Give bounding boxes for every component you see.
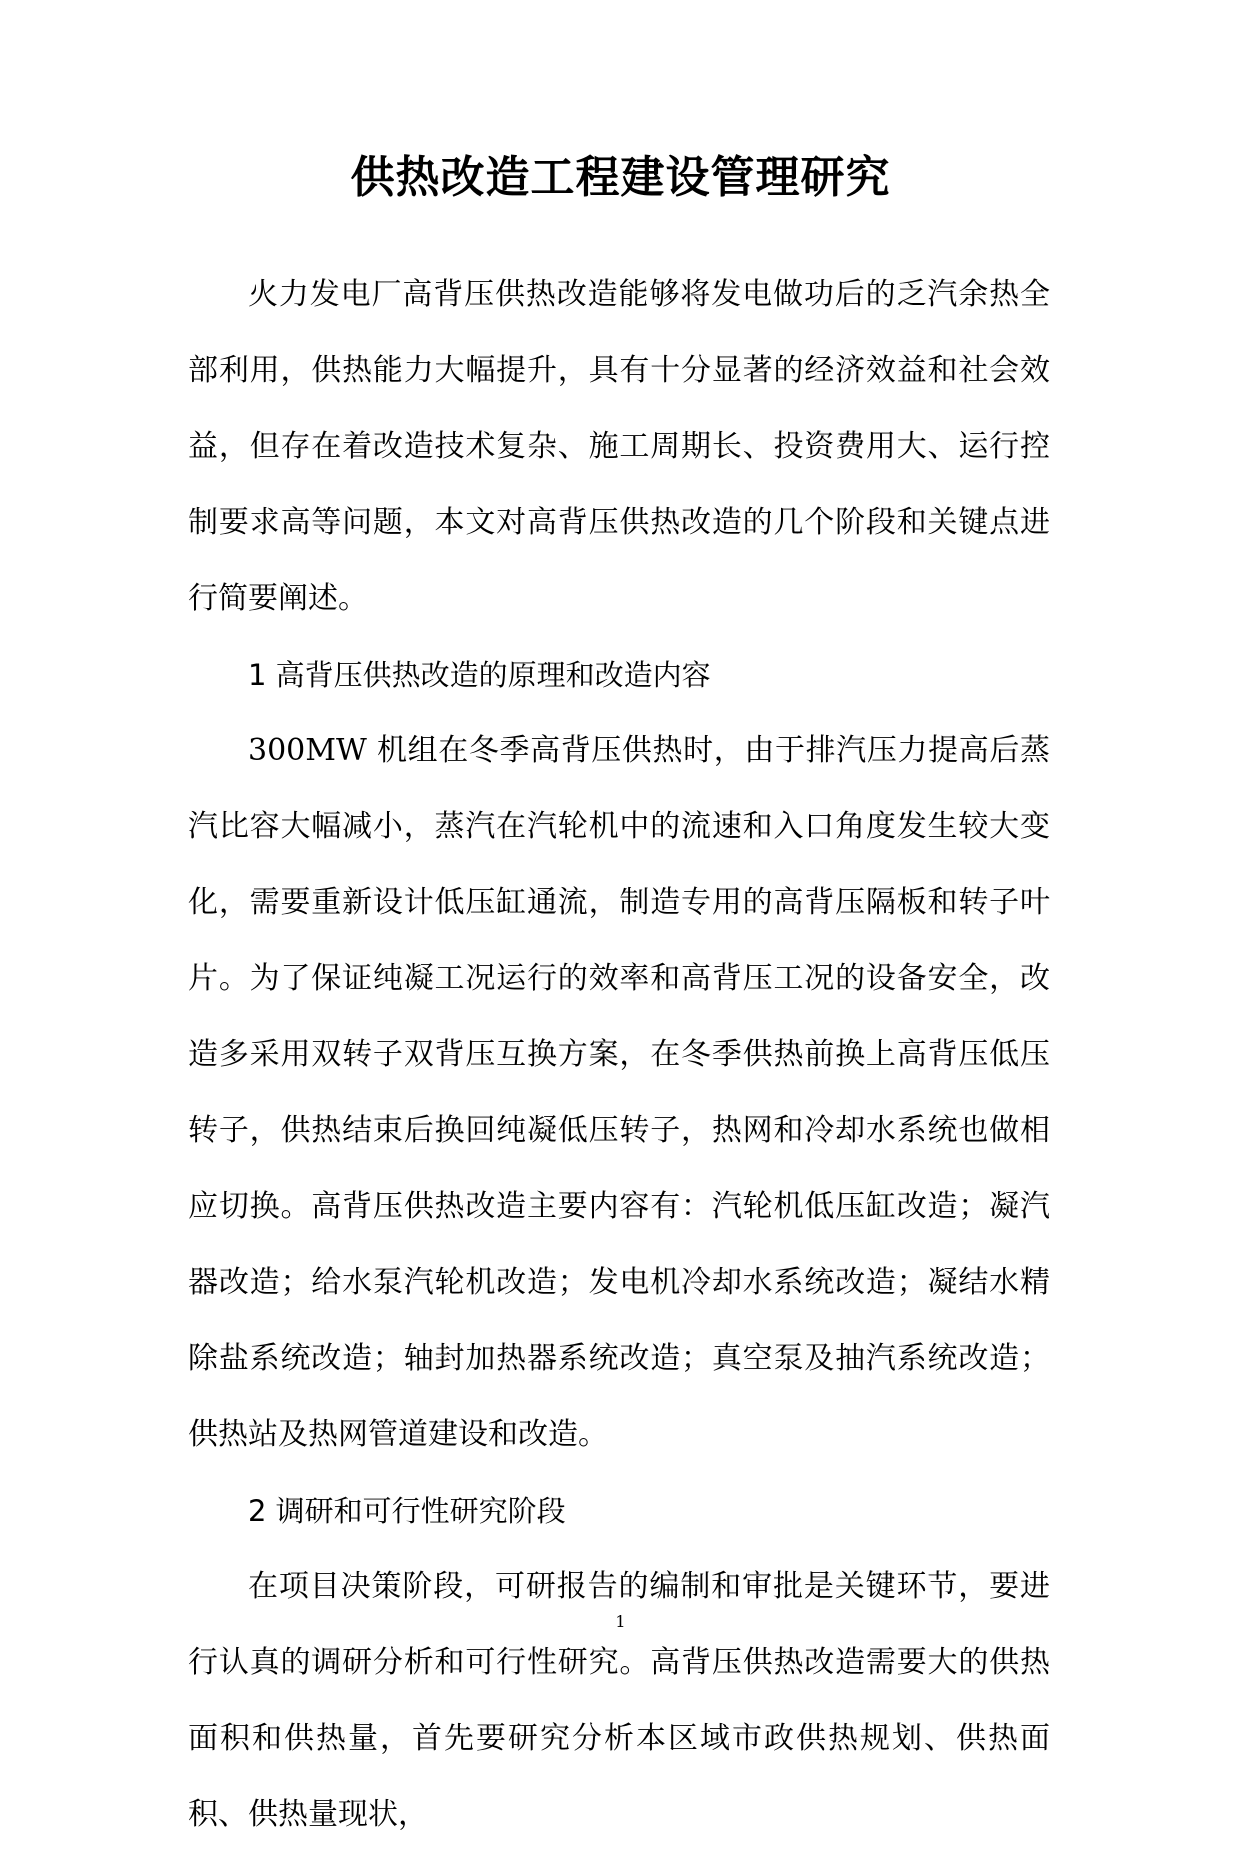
section-2-paragraph: 在项目决策阶段，可研报告的编制和审批是关键环节，要进行认真的调研分析和可行性研究。高背压供热改造需要大的供热面积和供热量，首先要研究分析本区域市政供热规划、供热面积、供热量现状， xyxy=(188,1569,1050,1832)
intro-paragraph: 火力发电厂高背压供热改造能够将发电做功后的乏汽余热全部利用，供热能力大幅提升，具有十分显著的经济效益和社会效益，但存在着改造技术复杂、施工周期长、投资费用大、运行控制要求高等问题，本文对高背压供热改造的几个阶段和关键点进行简要阐述。 xyxy=(188,277,1050,616)
page-number: 1 xyxy=(615,1612,626,1631)
section-1-paragraph: 300MW 机组在冬季高背压供热时，由于排汽压力提高后蒸汽比容大幅减小，蒸汽在汽轮机中的流速和入口角度发生较大变化，需要重新设计低压缸通流，制造专用的高背压隔板和转子叶片。为了保证纯凝工况运行的效率和高背压工况的设备安全，改造多采用双转子双背压互换方案，在冬季供热前换上高背压低压转子，供热结束后换回纯凝低压转子，热网和冷却水系统也做相应切换。高背压供热改造主要内容有：汽轮机低压缸改造；凝汽器改造；给水泵汽轮机改造；发电机冷却水系统改造；凝结水精除盐系统改造；轴封加热器系统改造；真空泵及抽汽系统改造；供热站及热网管道建设和改造。 xyxy=(188,733,1050,1452)
document-title: 供热改造工程建设管理研究 xyxy=(350,152,891,203)
section-heading-1: 1 高背压供热改造的原理和改造内容 xyxy=(248,658,711,692)
section-heading-2: 2 调研和可行性研究阶段 xyxy=(248,1494,566,1528)
